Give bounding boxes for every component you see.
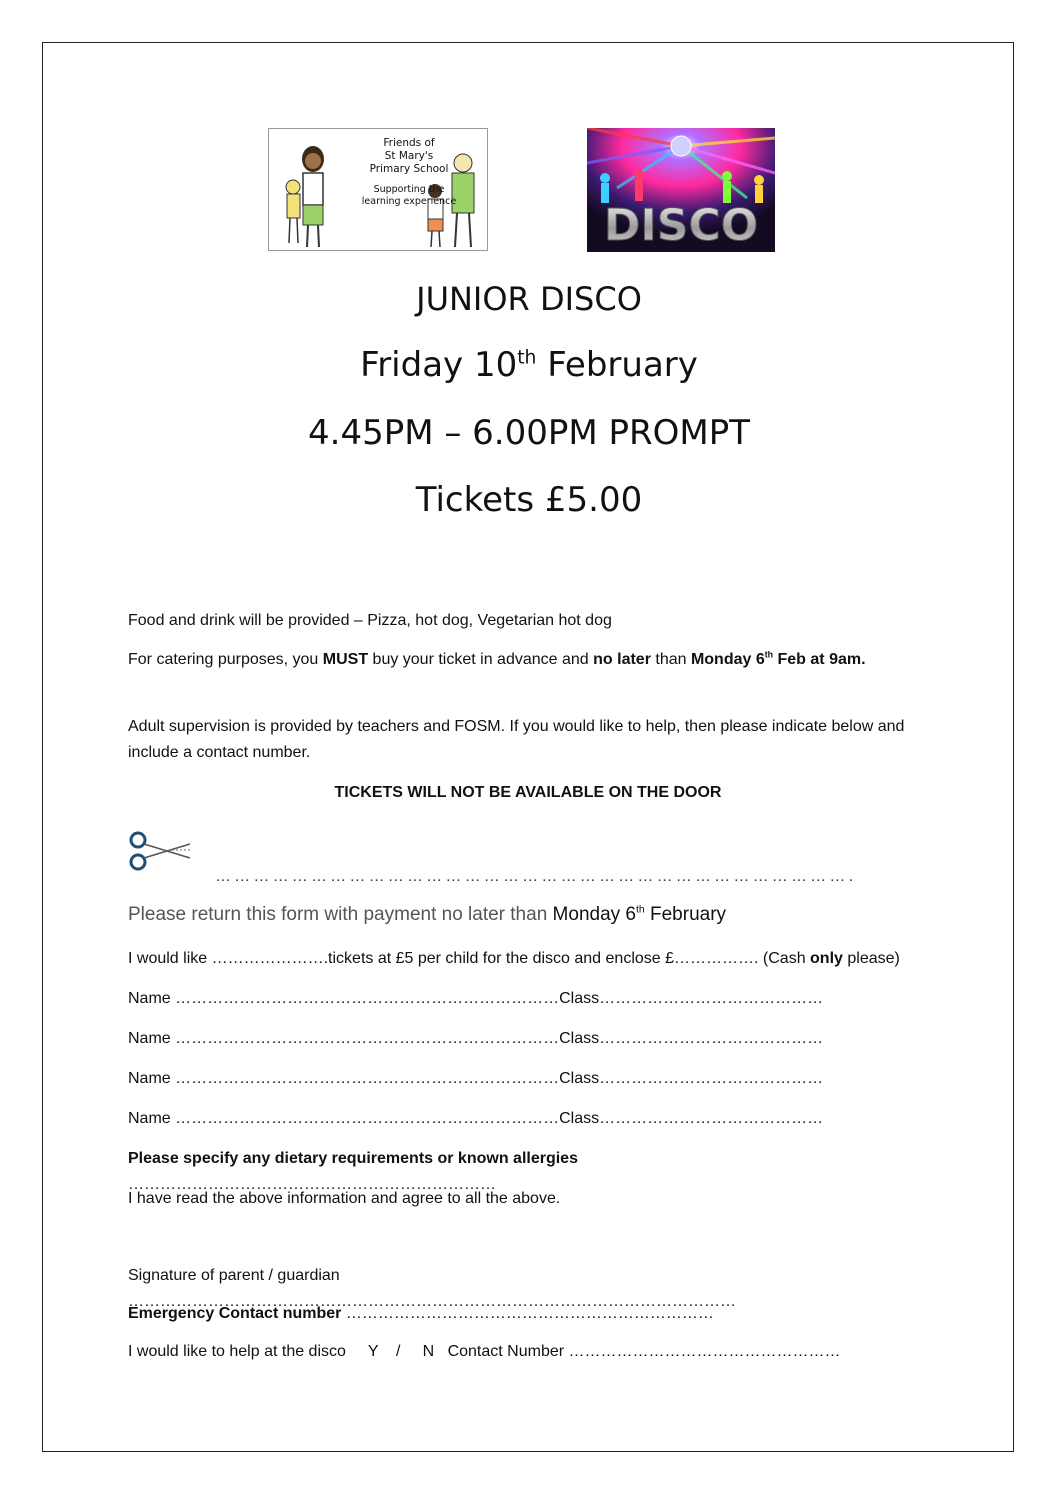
fosm-line-2: St Mary's: [384, 150, 434, 162]
return-deadline-sup: th: [636, 904, 645, 916]
food-info-items: – Pizza, hot dog, Vegetarian hot dog: [353, 612, 612, 629]
ticket-quantity-line[interactable]: [128, 946, 948, 972]
food-info-lead: Food and drink will be provided: [128, 612, 354, 629]
emergency-contact-blank: ……………………………………………………………: [341, 1305, 714, 1322]
emergency-contact-label: Emergency Contact number: [128, 1305, 342, 1322]
date-suffix-sup: th: [517, 347, 537, 369]
name-class-field-3[interactable]: Name ………………………………………………………………Class……………………………………: [128, 1070, 824, 1087]
catering-must: MUST: [322, 651, 369, 668]
event-date: [0, 345, 1058, 385]
catering-mid: buy your ticket in advance and: [368, 651, 594, 668]
fosm-line-3: Primary School: [369, 163, 449, 175]
ticket-price: Tickets £5.00: [415, 480, 643, 520]
event-time: 4.45PM – 6.00PM PROMPT: [308, 413, 750, 453]
catering-deadline: Monday 6: [690, 651, 765, 668]
fosm-tag-1: Supporting the: [373, 184, 445, 195]
return-deadline-month: February: [644, 904, 727, 925]
emergency-contact-field[interactable]: [128, 1301, 928, 1327]
agreement-statement: I have read the above information and agree to all the above.: [128, 1190, 561, 1207]
scissors-icon: [128, 830, 194, 872]
food-info: [128, 608, 928, 634]
name-class-field-1[interactable]: Name ………………………………………………………………Class……………………………………: [128, 990, 824, 1007]
catering-than: than: [650, 651, 691, 668]
door-notice: TICKETS WILL NOT BE AVAILABLE ON THE DOOR: [334, 784, 722, 801]
dietary-label: Please specify any dietary requirements or known allergies: [128, 1150, 578, 1167]
fosm-line-1: Friends of: [383, 137, 435, 149]
catering-info: [128, 647, 928, 673]
signature-field[interactable]: Signature of parent / guardian ……………………………………………………………………………………………………: [128, 1267, 736, 1310]
return-deadline: Monday 6: [552, 904, 636, 925]
help-at-disco-field[interactable]: I would like to help at the disco Y / N Contact Number ……………………………………………: [128, 1343, 841, 1360]
name-class-field-4[interactable]: Name ………………………………………………………………Class……………………………………: [128, 1110, 824, 1127]
catering-deadline-sup: th: [764, 649, 774, 660]
date-month: February: [536, 345, 698, 385]
ticket-quantity-text: I would like ………………….tickets at £5 per child for the disco and enclose £……………. (Cash: [128, 950, 811, 967]
return-instruction: [128, 904, 726, 926]
event-title: JUNIOR DISCO: [416, 280, 642, 318]
catering-deadline-time: Feb at 9am.: [773, 651, 866, 668]
ticket-quantity-end: please): [842, 950, 900, 967]
catering-lead: For catering purposes, you: [128, 651, 323, 668]
fosm-logo: [268, 128, 488, 251]
fosm-logo-text: [339, 137, 479, 208]
dietary-blank: ……………………………………………………………: [128, 1176, 496, 1193]
return-lead: Please return this form with payment no later than: [128, 904, 553, 925]
date-prefix: Friday 10: [360, 345, 518, 385]
cash-only: only: [810, 950, 843, 967]
fosm-tag-2: learning experience: [361, 196, 457, 207]
supervision-info: Adult supervision is provided by teachers and FOSM. If you would like to help, then please indicate below and include a contact number.: [128, 718, 905, 761]
catering-no-later: no later: [593, 651, 651, 668]
disco-logo-word: DISCO: [603, 200, 759, 251]
disco-logo: [587, 128, 775, 252]
cut-line: ……………………………………………………………………………………….: [215, 868, 857, 885]
name-class-field-2[interactable]: Name ………………………………………………………………Class……………………………………: [128, 1030, 824, 1047]
disco-ball-image: [587, 128, 775, 252]
